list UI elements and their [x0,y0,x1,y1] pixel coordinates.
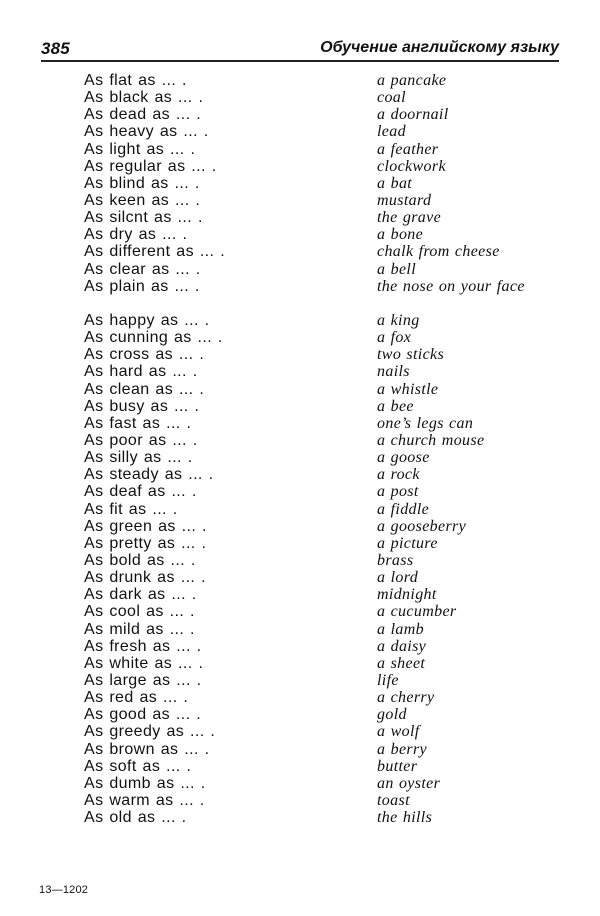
simile-completion: brass [377,551,414,569]
simile-row [0,483,600,500]
simile-row [0,312,600,329]
simile-completion: one’s legs can [377,414,474,432]
simile-completion: clockwork [377,157,446,175]
simile-completion: a fox [377,329,412,347]
simile-completion: the hills [377,809,433,827]
simile-stem: As bold as ... . [84,551,196,569]
simile-completion: a bell [377,260,416,278]
simile-stem: As warm as ... . [84,791,205,809]
simile-completion: a cherry [377,689,435,707]
simile-row [0,689,600,706]
simile-row [0,741,600,758]
simile-stem: As silcnt as ... . [84,209,203,227]
simile-row [0,449,600,466]
simile-stem: As white as ... . [84,654,204,672]
simile-row [0,638,600,655]
simile-row [0,603,600,620]
simile-list [0,72,600,826]
simile-row [0,432,600,449]
simile-completion: a daisy [377,637,427,655]
simile-completion: mustard [377,191,432,209]
simile-row [0,381,600,398]
simile-row [0,243,600,260]
simile-stem: As deaf as ... . [84,483,197,501]
simile-stem: As soft as ... . [84,757,192,775]
simile-stem: As dumb as ... . [84,774,206,792]
simile-row [0,158,600,175]
simile-stem: As poor as ... . [84,431,198,449]
simile-row [0,569,600,586]
simile-stem: As drunk as ... . [84,569,206,587]
simile-stem: As fast as ... . [84,414,192,432]
simile-row [0,363,600,380]
simile-stem: As large as ... . [84,671,202,689]
print-code: 13—1202 [39,884,89,896]
simile-stem: As steady as ... . [84,466,214,484]
simile-completion: a bat [377,174,413,192]
simile-completion: a lamb [377,620,424,638]
simile-row [0,226,600,243]
simile-stem: As clean as ... . [84,380,205,398]
simile-stem: As plain as ... . [84,277,200,295]
simile-row [0,672,600,689]
simile-completion: gold [377,706,407,724]
simile-row [0,501,600,518]
simile-completion: a lord [377,569,419,587]
simile-completion: a goose [377,449,430,467]
simile-stem: As cunning as ... . [84,329,223,347]
simile-stem: As greedy as ... . [84,723,216,741]
simile-row [0,89,600,106]
simile-row [0,261,600,278]
simile-completion: two sticks [377,346,445,364]
simile-completion: lead [377,123,406,141]
simile-completion: a gooseberry [377,517,467,535]
simile-stem: As mild as ... . [84,620,195,638]
simile-completion: a cucumber [377,603,457,621]
simile-stem: As blind as ... . [84,174,200,192]
running-title: Обучение английскому языку [320,39,559,56]
simile-completion: a whistle [377,380,439,398]
simile-completion: a feather [377,140,439,158]
simile-completion: nails [377,363,410,381]
simile-row [0,792,600,809]
simile-stem: As heavy as ... . [84,123,209,141]
simile-completion: a king [377,311,420,329]
simile-completion: a pancake [377,72,447,89]
simile-row [0,398,600,415]
simile-completion: a fiddle [377,500,430,518]
simile-completion: a picture [377,534,438,552]
page-number: 385 [41,39,70,58]
simile-row [0,809,600,826]
simile-row [0,72,600,89]
simile-stem: As pretty as ... . [84,534,207,552]
simile-stem: As cross as ... . [84,346,205,364]
simile-completion: coal [377,89,406,107]
simile-row [0,346,600,363]
simile-completion: midnight [377,586,437,604]
simile-row [0,466,600,483]
simile-stem: As flat as ... . [84,72,187,89]
simile-completion: a post [377,483,419,501]
simile-row [0,209,600,226]
simile-completion: chalk from cheese [377,243,500,261]
simile-row [0,552,600,569]
simile-stem: As dry as ... . [84,226,188,244]
simile-row [0,175,600,192]
simile-completion: a doornail [377,106,449,124]
simile-stem: As cool as ... . [84,603,195,621]
simile-completion: the grave [377,209,442,227]
simile-completion: an oyster [377,774,441,792]
simile-stem: As dead as ... . [84,106,202,124]
simile-stem: As happy as ... . [84,311,210,329]
simile-row [0,723,600,740]
simile-stem: As good as ... . [84,706,202,724]
simile-completion: toast [377,791,410,809]
simile-row [0,141,600,158]
simile-row [0,706,600,723]
simile-stem: As green as ... . [84,517,207,535]
simile-completion: butter [377,757,418,775]
simile-completion: the nose on your face [377,277,525,295]
simile-completion: a wolf [377,723,420,741]
simile-completion: a bone [377,226,424,244]
simile-stem: As regular as ... . [84,157,217,175]
simile-row [0,518,600,535]
simile-completion: life [377,671,399,689]
simile-completion: a church mouse [377,431,485,449]
simile-row [0,535,600,552]
simile-row [0,192,600,209]
simile-completion: a sheet [377,654,426,672]
simile-completion: a berry [377,740,428,758]
simile-stem: As clear as ... . [84,260,201,278]
simile-stem: As dark as ... . [84,586,197,604]
simile-row [0,106,600,123]
simile-stem: As red as ... . [84,689,189,707]
simile-row [0,758,600,775]
simile-row [0,415,600,432]
simile-stem: As different as ... . [84,243,226,261]
simile-stem: As light as ... . [84,140,196,158]
simile-row [0,278,600,312]
simile-stem: As fit as ... . [84,500,178,518]
simile-row [0,329,600,346]
simile-stem: As silly as ... . [84,449,193,467]
simile-stem: As keen as ... . [84,191,201,209]
simile-completion: a bee [377,397,414,415]
simile-row [0,586,600,603]
simile-row [0,775,600,792]
simile-row [0,621,600,638]
simile-stem: As fresh as ... . [84,637,202,655]
simile-row [0,655,600,672]
page-header [41,34,559,62]
simile-stem: As brown as ... . [84,740,210,758]
simile-stem: As old as ... . [84,809,187,827]
simile-stem: As black as ... . [84,89,204,107]
simile-completion: a rock [377,466,420,484]
simile-stem: As busy as ... . [84,397,200,415]
simile-stem: As hard as ... . [84,363,198,381]
simile-row [0,123,600,140]
